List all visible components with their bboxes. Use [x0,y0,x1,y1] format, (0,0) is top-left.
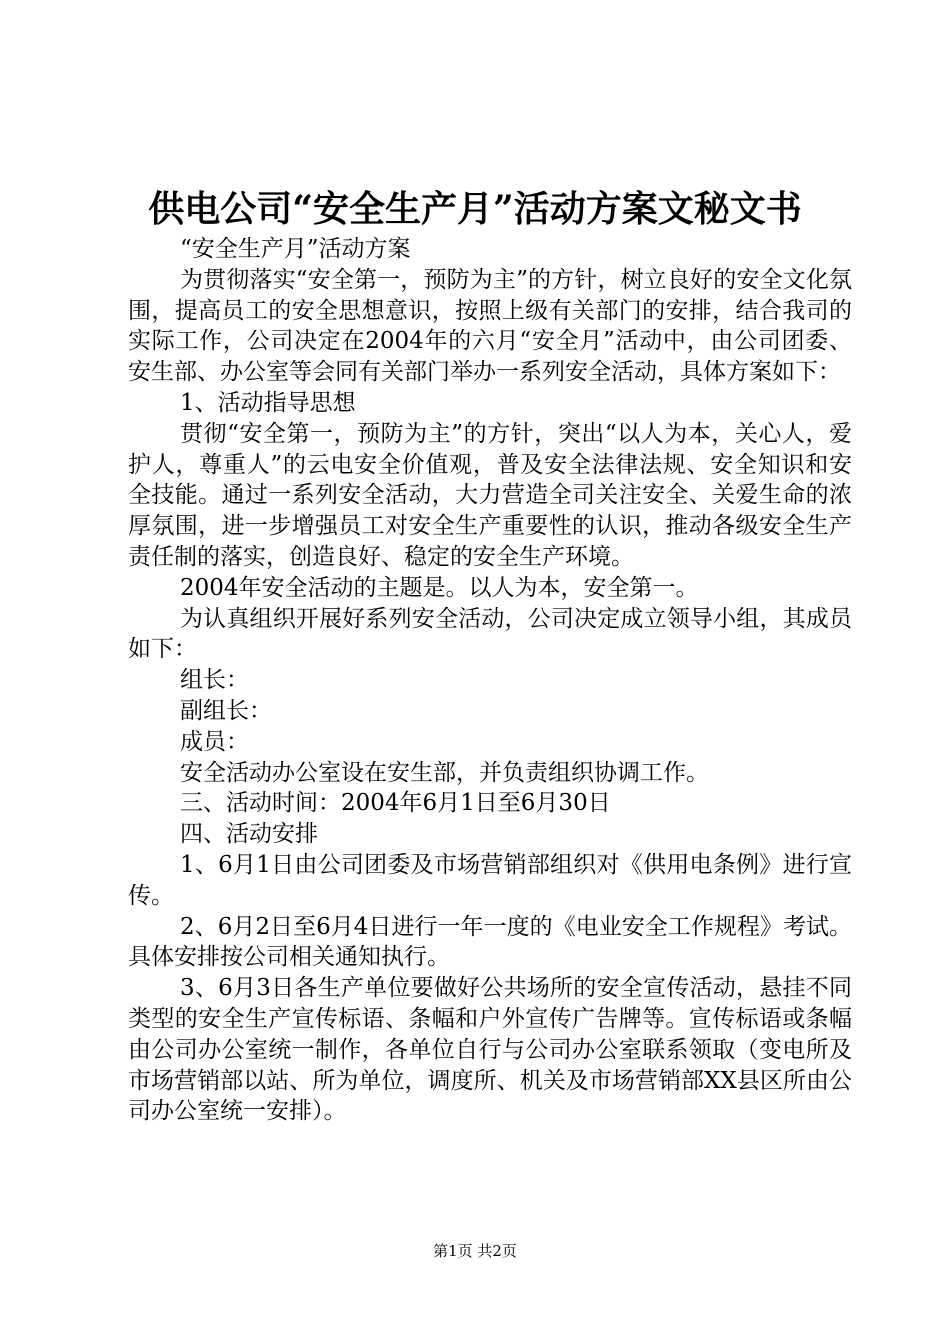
paragraph-guiding-thought: 贯彻“安全第一，预防为主”的方针，突出“以人为本，关心人，爱护人，尊重人”的云电安全价值观，普及安全法律法规、安全知识和安全技能。通过一系列安全活动，大力营造全司关注安全、关爱生命的浓厚氛围，进一步增强员工对安全生产重要性的认识，推动各级安全生产责任制的落实，创造良好、稳定的安全生产环境。 [128,420,852,570]
paragraph-members: 成员： [180,728,249,755]
paragraph-deputy-leader: 副组长： [180,697,272,724]
paragraph-leadership-group: 为认真组织开展好系列安全活动，公司决定成立领导小组，其成员如下： [128,605,852,663]
document-body [128,234,852,1127]
document-title: 供电公司“安全生产月”活动方案文秘文书 [148,188,802,230]
paragraph-group-leader: 组长： [180,667,249,694]
paragraph-activity-time: 三、活动时间：2004年6月1日至6月30日 [180,790,611,817]
page-number-footer: 第1页 共2页 [433,1242,517,1260]
paragraph-arrangement-1: 1、6月1日由公司团委及市场营销部组织对《供用电条例》进行宣传。 [128,851,852,909]
paragraph-plan-heading: “安全生产月”活动方案 [180,236,411,262]
paragraph-office: 安全活动办公室设在安生部，并负责组织协调工作。 [180,759,709,786]
paragraph-section-guiding-thought: 1、活动指导思想 [180,389,356,416]
paragraph-arrangement-3: 3、6月3日各生产单位要做好公共场所的安全宣传活动，悬挂不同类型的安全生产宣传标语、条幅和户外宣传广告牌等。宣传标语或条幅由公司办公室统一制作，各单位自行与公司办公室联系领取（变电所及市场营销部以站、所为单位，调度所、机关及市场营销部XX县区所由公司办公室统一安排）。 [128,975,852,1125]
paragraph-intro: 为贯彻落实“安全第一，预防为主”的方针，树立良好的安全文化氛围，提高员工的安全思想意识，按照上级有关部门的安排，结合我司的实际工作，公司决定在2004年的六月“安全月”活动中，由公司团委、安生部、办公室等会同有关部门举办一系列安全活动，具体方案如下： [128,266,852,386]
paragraph-section-arrangement: 四、活动安排 [180,821,318,848]
paragraph-arrangement-2: 2、6月2日至6月4日进行一年一度的《电业安全工作规程》考试。具体安排按公司相关通知执行。 [128,913,852,971]
paragraph-theme: 2004年安全活动的主题是。以人为本，安全第一。 [180,574,699,601]
